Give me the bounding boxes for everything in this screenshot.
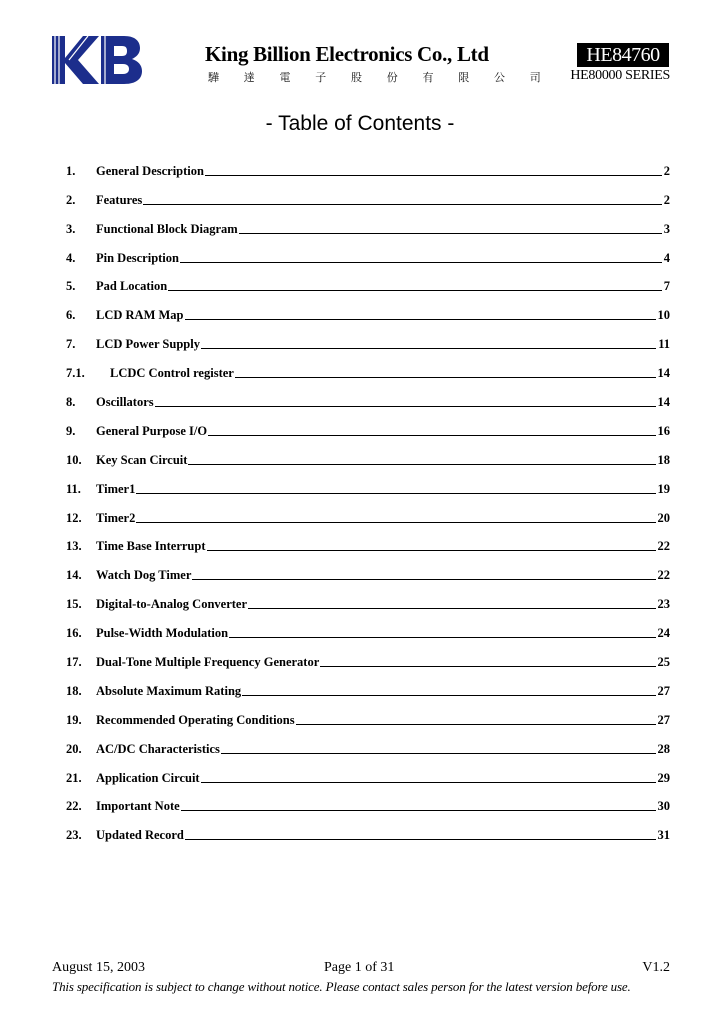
toc-entry-page: 16: [657, 423, 670, 438]
toc-entry-number: 19.: [66, 712, 82, 727]
toc-entry-label: Application Circuit: [96, 770, 200, 785]
toc-entry-label: Features: [96, 192, 143, 207]
toc-entry[interactable]: [66, 266, 670, 295]
toc-entry-page: 11: [658, 337, 670, 352]
toc-entry[interactable]: [66, 814, 670, 843]
toc-entry-label: General Purpose I/O: [96, 423, 208, 438]
company-name-chinese: 驊 達 電 子 股 份 有 限 公 司: [208, 72, 552, 84]
toc-entry[interactable]: [66, 786, 670, 815]
series-label: HE80000 SERIES: [570, 68, 670, 83]
toc-leader-line: [136, 492, 655, 494]
company-name: King Billion Electronics Co., Ltd: [205, 42, 489, 66]
toc-entry-label: Oscillators: [96, 395, 154, 410]
kb-logo-icon: [52, 36, 142, 84]
toc-entry-page: 31: [657, 828, 670, 843]
toc-entry[interactable]: [66, 410, 670, 439]
toc-leader-line: [242, 694, 655, 696]
toc-entry-page: 22: [657, 539, 670, 554]
toc-entry-label: Important Note: [96, 799, 180, 814]
toc-entry[interactable]: [66, 381, 670, 410]
toc-entry-label: Key Scan Circuit: [96, 452, 188, 467]
toc-entry-number: 15.: [66, 597, 82, 612]
toc-leader-line: [248, 607, 655, 609]
toc-entry[interactable]: [66, 439, 670, 468]
toc-entry-page: 4: [663, 250, 670, 265]
toc-entry[interactable]: [66, 757, 670, 786]
toc-entry[interactable]: [66, 352, 670, 381]
toc-entry-number: 22.: [66, 799, 82, 814]
toc-entry-number: 13.: [66, 539, 82, 554]
toc-leader-line: [208, 434, 655, 436]
toc-entry-page: 18: [657, 452, 670, 467]
toc-entry-label: Dual-Tone Multiple Frequency Generator: [96, 655, 320, 670]
toc-entry[interactable]: [66, 294, 670, 323]
footer-version: V1.2: [642, 960, 670, 975]
toc-leader-line: [201, 347, 656, 349]
toc-entry-number: 1.: [66, 163, 76, 178]
toc-leader-line: [296, 723, 656, 725]
toc-leader-line: [136, 521, 655, 523]
toc-entry-label: AC/DC Characteristics: [96, 741, 220, 756]
toc-leader-line: [185, 318, 656, 320]
footer-page-number: Page 1 of 31: [324, 960, 395, 975]
toc-entry-number: 18.: [66, 683, 82, 698]
toc-entry[interactable]: [66, 208, 670, 237]
toc-entry[interactable]: [66, 583, 670, 612]
toc-entry-page: 24: [657, 626, 670, 641]
toc-leader-line: [221, 752, 656, 754]
toc-leader-line: [201, 781, 656, 783]
toc-entry[interactable]: [66, 526, 670, 555]
toc-entry-page: 3: [663, 221, 670, 236]
toc-entry-number: 6.: [66, 308, 76, 323]
toc-entry-number: 21.: [66, 770, 82, 785]
toc-leader-line: [168, 289, 662, 291]
toc-leader-line: [229, 636, 655, 638]
toc-entry-label: Absolute Maximum Rating: [96, 683, 242, 698]
toc-entry-page: 27: [657, 683, 670, 698]
toc-entry-label: LCD RAM Map: [96, 308, 184, 323]
toc-entry-label: Time Base Interrupt: [96, 539, 206, 554]
toc-entry[interactable]: [66, 323, 670, 352]
toc-entry-page: 30: [657, 799, 670, 814]
toc-leader-line: [207, 549, 656, 551]
toc-entry[interactable]: [66, 179, 670, 208]
toc-entry-page: 10: [657, 308, 670, 323]
toc-leader-line: [180, 261, 662, 263]
toc-entry-label: Pin Description: [96, 250, 179, 265]
toc-leader-line: [188, 463, 655, 465]
toc-entry-number: 11.: [66, 481, 81, 496]
toc-entry-page: 22: [657, 568, 670, 583]
toc-entry-label: Functional Block Diagram: [96, 221, 238, 236]
toc-entry-number: 12.: [66, 510, 82, 525]
toc-leader-line: [143, 203, 661, 205]
toc-entry[interactable]: [66, 554, 670, 583]
toc-entry-page: 2: [663, 163, 670, 178]
toc-entry-number: 9.: [66, 423, 76, 438]
toc-entry-label: Recommended Operating Conditions: [96, 712, 295, 727]
toc-entry-number: 3.: [66, 221, 76, 236]
toc-entry-label: LCD Power Supply: [96, 337, 200, 352]
toc-leader-line: [239, 232, 662, 234]
toc-entry[interactable]: [66, 150, 670, 179]
toc-entry-label: Pad Location: [96, 279, 168, 294]
toc-entry-number: 17.: [66, 655, 82, 670]
toc-entry-number: 7.: [66, 337, 76, 352]
toc-entry-number: 2.: [66, 192, 76, 207]
toc-entry-page: 2: [663, 192, 670, 207]
toc-entry[interactable]: [66, 641, 670, 670]
toc-title: - Table of Contents -: [265, 112, 455, 135]
toc-entry[interactable]: [66, 468, 670, 497]
toc-entry-number: 4.: [66, 250, 76, 265]
toc-leader-line: [155, 405, 656, 407]
toc-entry-page: 25: [657, 655, 670, 670]
toc-entry-page: 19: [657, 481, 670, 496]
toc-entry-number: 8.: [66, 395, 76, 410]
toc-entry-number: 7.1.: [66, 366, 85, 381]
toc-entry-page: 7: [663, 279, 670, 294]
toc-leader-line: [192, 578, 655, 580]
toc-entry-number: 20.: [66, 741, 82, 756]
toc-leader-line: [320, 665, 655, 667]
footer-notice: This specification is subject to change without notice. Please contact sales person for the latest version before use.: [52, 979, 631, 994]
toc-entry-page: 20: [657, 510, 670, 525]
toc-entry-page: 14: [657, 366, 670, 381]
toc-entry-number: 14.: [66, 568, 82, 583]
toc-entry-page: 14: [657, 395, 670, 410]
toc-entry-page: 28: [657, 741, 670, 756]
toc-entry-label: Updated Record: [96, 828, 184, 843]
toc-entry-label: Pulse-Width Modulation: [96, 626, 229, 641]
toc-entry-page: 27: [657, 712, 670, 727]
part-number-badge: HE84760: [577, 43, 669, 67]
toc-leader-line: [181, 809, 656, 811]
toc-entry[interactable]: [66, 612, 670, 641]
toc-entry-number: 16.: [66, 626, 82, 641]
toc-entry-label: Digital-to-Analog Converter: [96, 597, 248, 612]
toc-entry[interactable]: [66, 497, 670, 526]
toc-entry[interactable]: [66, 699, 670, 728]
toc-entry-page: 29: [657, 770, 670, 785]
toc-entry[interactable]: [66, 670, 670, 699]
toc-entry-number: 10.: [66, 452, 82, 467]
toc-leader-line: [185, 838, 656, 840]
toc-entry[interactable]: [66, 237, 670, 266]
toc-entry-label: Watch Dog Timer: [96, 568, 192, 583]
footer-date: August 15, 2003: [52, 960, 145, 975]
toc-entry[interactable]: [66, 728, 670, 757]
toc-leader-line: [235, 376, 656, 378]
toc-entry-number: 23.: [66, 828, 82, 843]
toc-entry-label: Timer2: [96, 510, 136, 525]
toc-entry-page: 23: [657, 597, 670, 612]
table-of-contents: [66, 150, 670, 843]
toc-entry-label: General Description: [96, 163, 204, 178]
toc-entry-label: Timer1: [96, 481, 136, 496]
document-header: [0, 0, 720, 100]
toc-leader-line: [205, 174, 662, 176]
toc-entry-label: LCDC Control register: [110, 366, 234, 381]
toc-entry-number: 5.: [66, 279, 76, 294]
